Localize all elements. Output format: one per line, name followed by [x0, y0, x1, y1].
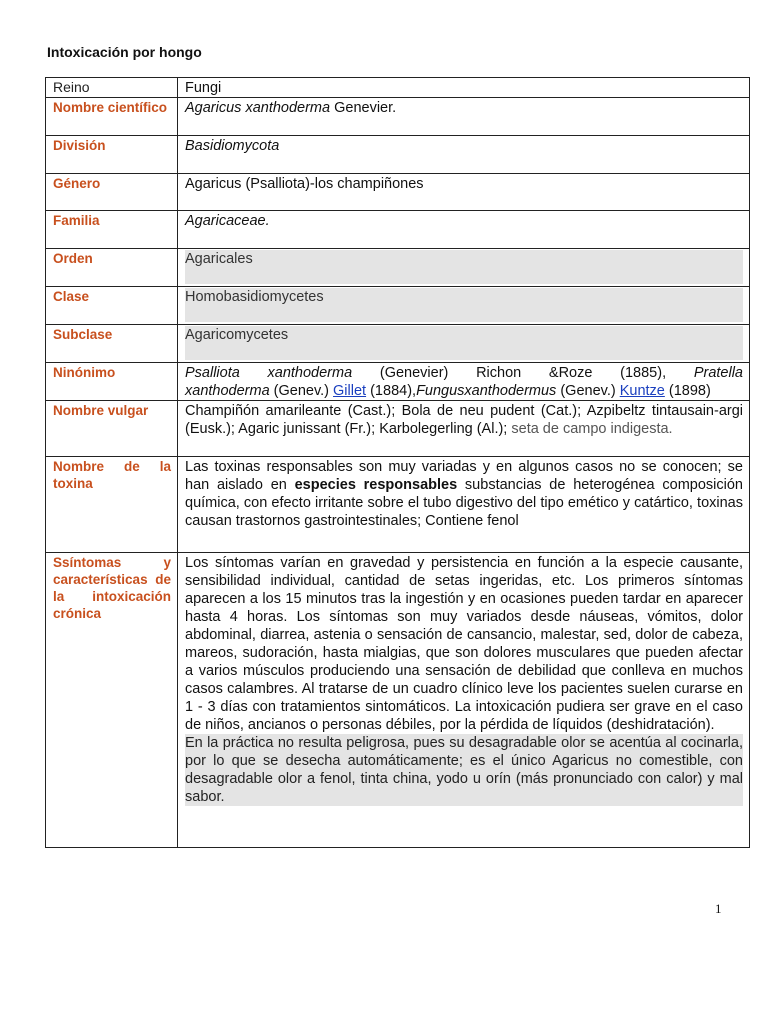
toxina-text-b: substancias de heterogénea composición química, con efecto irritante sobre el tubo digestivo del tipo emético y catártico, toxinas causan trastornos gastrointestinales; Contiene fenol — [185, 477, 743, 529]
label-familia: Familia — [46, 211, 178, 249]
kuntze-link[interactable]: Kuntze — [619, 383, 665, 399]
label-nombre-cientifico: Nombre científico — [46, 98, 178, 136]
label-clase: Clase — [46, 287, 178, 325]
table-row — [46, 211, 750, 249]
value-orden — [178, 249, 750, 287]
synonym-year-2: (1884), — [366, 383, 417, 399]
label-orden: Orden — [46, 249, 178, 287]
scientific-author: Genevier. — [330, 100, 397, 116]
synonym-author-3: (Genev.) — [556, 383, 620, 399]
label-nombre-vulgar: Nombre vulgar — [46, 401, 178, 457]
value-familia — [178, 211, 750, 249]
table-row — [46, 78, 750, 98]
label-subclase: Subclase — [46, 325, 178, 363]
label-reino: Reino — [46, 78, 178, 98]
table-row — [46, 363, 750, 401]
synonym-name-3: Fungusxanthodermus — [416, 383, 557, 399]
document-title: Intoxicación por hongo — [47, 44, 202, 60]
toxina-bold: especies responsables — [294, 477, 458, 493]
value-toxina — [178, 457, 750, 553]
clase-text: Homobasidiomycetes — [185, 288, 743, 322]
label-sinonimo: Ninónimo — [46, 363, 178, 401]
familia-text: Agaricaceae. — [185, 213, 270, 229]
table-row — [46, 174, 750, 211]
table-row — [46, 325, 750, 363]
sintomas-gray-text: En la práctica no resulta peligrosa, pues su desagradable olor se acentúa al cocinarla, por lo que se desecha automáticamente; es el único Agaricus no comestible, con desagradable olor a fenol, tinta china, yodo u orín (más pronunciado con calor) y mal sabor. — [185, 735, 743, 805]
label-division: División — [46, 136, 178, 174]
value-division — [178, 136, 750, 174]
synonym-name-2b: xanthoderma — [185, 383, 270, 399]
toxina-text-a: Las toxinas responsables son muy variadas y en algunos casos no se conocen; se han aislado en — [185, 459, 743, 493]
label-toxina: Nombre de la toxina — [46, 457, 178, 553]
table-row — [46, 553, 750, 848]
subclase-text: Agaricomycetes — [185, 326, 743, 360]
scientific-name: Agaricus xanthoderma — [185, 100, 331, 116]
synonym-line-2 — [185, 382, 743, 400]
vulgar-name-gray: seta de campo indigesta. — [511, 421, 673, 437]
orden-text: Agaricales — [185, 250, 743, 284]
table-row — [46, 98, 750, 136]
value-sinonimo — [178, 363, 750, 401]
synonym-author-2: (Genev.) — [269, 383, 334, 399]
synonym-name-1: Psalliota xanthoderma — [185, 365, 353, 381]
value-subclase — [178, 325, 750, 363]
value-nombre-vulgar — [178, 401, 750, 457]
table-row — [46, 249, 750, 287]
table-row — [46, 136, 750, 174]
table-row — [46, 401, 750, 457]
division-text: Basidiomycota — [185, 138, 280, 154]
fungus-info-table — [45, 77, 750, 848]
synonym-name-2a: Pratella — [693, 365, 743, 381]
table-row — [46, 287, 750, 325]
vulgar-names: Champiñón amarileante (Cast.); Bola de neu pudent (Cat.); Azpibeltz tintausain-argi (Eusk.); Agaric junissant (Fr.); Karbolegerling (Al.); — [185, 403, 743, 437]
synonym-year-3: (1898) — [664, 383, 711, 399]
label-genero: Género — [46, 174, 178, 211]
value-clase — [178, 287, 750, 325]
gillet-link[interactable]: Gillet — [333, 383, 367, 399]
value-reino: Fungi — [178, 78, 750, 98]
table-row — [46, 457, 750, 553]
value-genero: Agaricus (Psalliota)-los champiñones — [178, 174, 750, 211]
value-sintomas — [178, 553, 750, 848]
synonym-author-1: (Genevier) Richon &Roze (1885), — [352, 365, 694, 381]
label-sintomas: Ssíntomas y características de la intoxicación crónica — [46, 553, 178, 848]
value-nombre-cientifico — [178, 98, 750, 136]
synonym-line-1 — [185, 364, 743, 382]
page-number: 1 — [715, 901, 722, 916]
sintomas-text: Los síntomas varían en gravedad y persistencia en función a la especie causante, sensibilidad individual, cantidad de setas ingeridas, etc. Los primeros síntomas aparecen a los 15 minutos tras la ingestión y en ocasiones pueden tardar en aparecer hasta 4 horas. Los síntomas son muy variados desde náuseas, vómitos, dolor abdominal, diarrea, astenia o sensación de cansancio, malestar, sed, dolor de cabeza, mareos, sudoración, hasta mialgias, que son dolores musculares que pueden afectar a varios músculos produciendo una sensación de debilidad que conlleva en muchos casos calambres. Al tratarse de un cuadro clínico leve los pacientes suelen curarse en 1 - 3 días con tratamientos sintomáticos. La intoxicación pudiera ser grave en el caso de niños, ancianos o personas débiles, por la pérdida de líquidos (deshidratación). — [185, 555, 743, 733]
